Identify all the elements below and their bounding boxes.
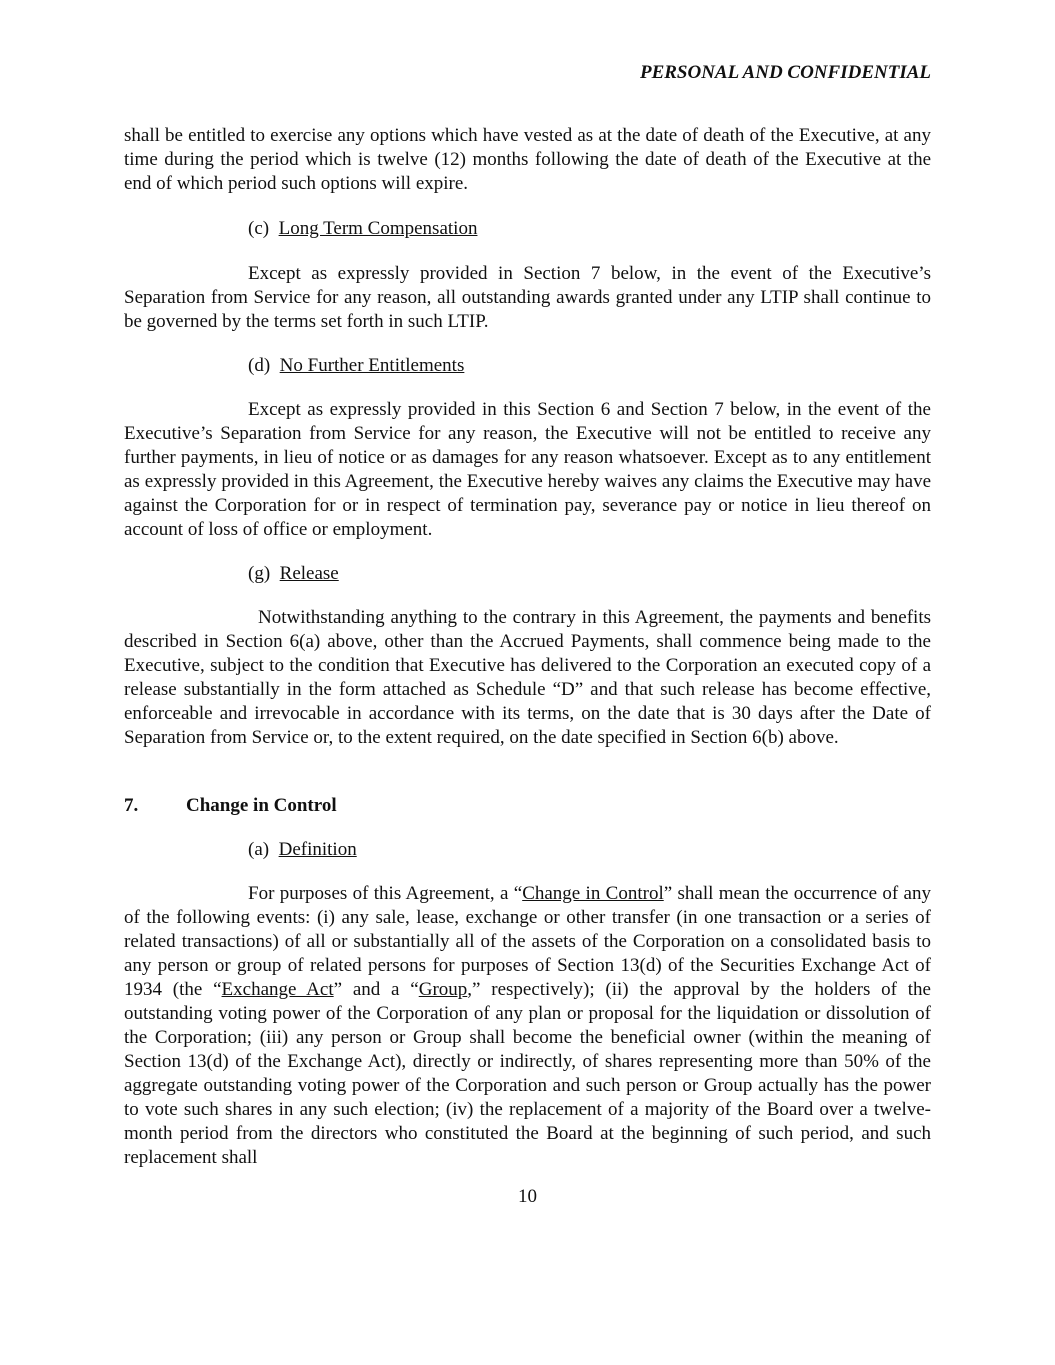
paragraph-release: Notwithstanding anything to the contrary in this Agreement, the payments and benefits described in Section 6(a) above, other than the Accrued Payments, shall commence being made to the Executive, subject to the condition that Executive has delivered to the Corporation an executed copy of a release substantially in the form attached as Schedule “D” and that such release has become effective, enforceable and irrevocable in accordance with its terms, on the date that is 30 days after the Date of Separation from Service or, to the extent required, on the date specified in Section 6(b) above. [124,607,931,748]
page-number: 10 [518,1186,537,1207]
subsection-c-heading [248,217,477,241]
section-number: 7. [124,795,139,816]
subsection-a-heading [248,838,357,862]
defined-term: Exchange Act [221,979,334,1000]
text-run: For purposes of this Agreement, a “ [248,883,523,904]
text-run: ” and a “ [333,979,419,1000]
defined-term: Group [418,979,468,1000]
paragraph-no-further-entitlements: Except as expressly provided in this Section 6 and Section 7 below, in the event of the Executive’s Separation from Service for any reason, the Executive will not be entitled to receive any further payments, in lieu of notice or as damages for any reason whatsoever. Except as to any entitlement as expressly provided in this Agreement, the Executive hereby waives any claims the Executive may have against the Corporation for or in respect of termination pay, severance pay or notice in lieu thereof on account of loss of office or employment. [124,399,931,540]
subsection-title: Release [279,563,339,584]
subsection-title: Long Term Compensation [278,218,478,239]
subsection-marker: (c) [248,218,270,239]
subsection-marker: (a) [248,839,270,860]
confidential-header: PERSONAL AND CONFIDENTIAL [639,62,931,83]
subsection-d-heading [248,354,464,378]
defined-term: Change in Control [522,883,664,904]
text-run: ” shall mean the occurrence of any of the following events: (i) any sale, lease, exchange or other transfer (in one transaction or a series of related transactions) of all or substantially all of the assets of the Corporation on a consolidated basis to any person or group of related persons for purposes of Section 13(d) of the Securities Exchange Act of 1934 (the “ [124,883,931,1000]
paragraph-long-term-compensation: Except as expressly provided in Section 7 below, in the event of the Executive’s Separation from Service for any reason, all outstanding awards granted under any LTIP shall continue to be governed by the terms set forth in such LTIP. [124,263,931,332]
text-run: ,” respectively); (ii) the approval by the holders of the outstanding voting power of the Corporation of any plan or proposal for the liquidation or dissolution of the Corporation; (iii) any person or Group shall become the beneficial owner (within the meaning of Section 13(d) of the Exchange Act), directly or indirectly, of shares representing more than 50% of the aggregate outstanding voting power of the Corporation and such person or Group actually has the power to vote such shares in any such election; (iv) the replacement of a majority of the Board over a twelve-month period from the directors who constituted the Board at the beginning of such period, and such replacement shall [124,979,931,1168]
section-title: Change in Control [186,795,337,816]
subsection-marker: (d) [248,355,271,376]
section-7-heading [124,794,337,818]
subsection-title: Definition [278,839,357,860]
subsection-title: No Further Entitlements [279,355,465,376]
subsection-marker: (g) [248,563,271,584]
subsection-g-heading [248,562,339,586]
paragraph-change-in-control-definition [124,882,931,1170]
paragraph-options-continuation: shall be entitled to exercise any options which have vested as at the date of death of the Executive, at any time during the period which is twelve (12) months following the date of death of the Executive at the end of which period such options will expire. [124,125,931,194]
